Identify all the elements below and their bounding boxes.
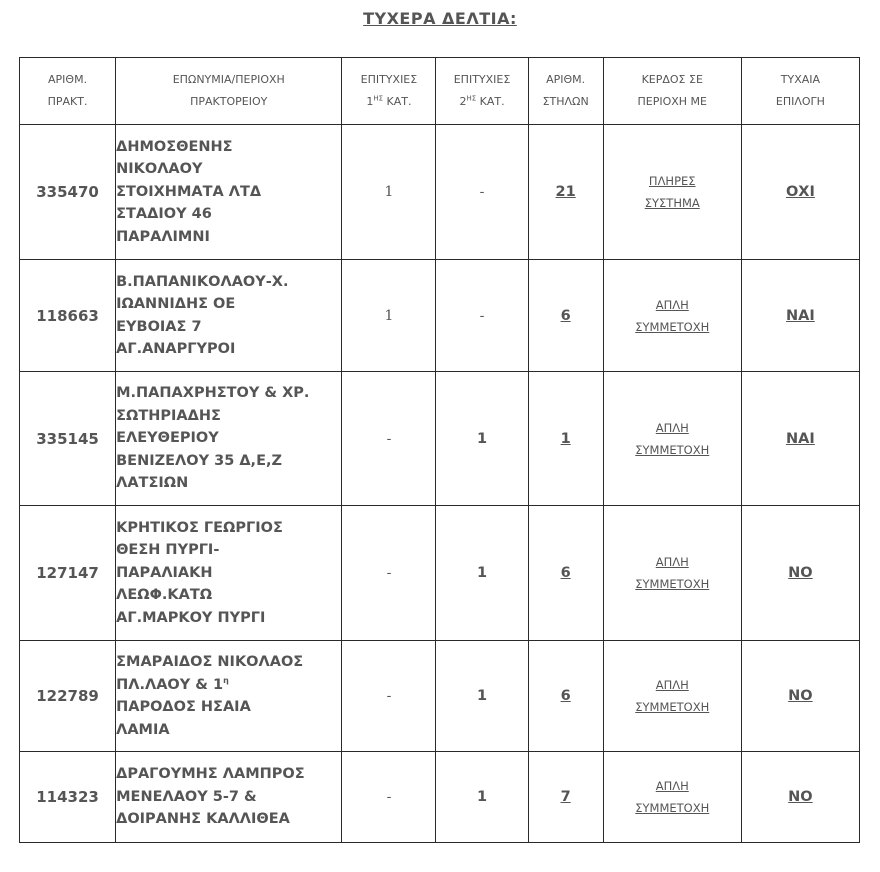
header-second-sup: ΗΣ xyxy=(466,94,477,103)
agent-name-line: ΕΛΕΥΘΕΡΙΟΥ xyxy=(116,430,219,447)
win-type-link[interactable] xyxy=(617,170,727,214)
header-random-line1: ΤΥΧΑΙΑ xyxy=(780,73,821,86)
columns-link[interactable]: 6 xyxy=(560,688,571,704)
agent-name-line: Μ.ΠΑΠΑΧΡΗΣΤΟΥ & ΧΡ. xyxy=(116,385,310,402)
agent-name-line: ΠΑΡΑΛΙΜΝΙ xyxy=(116,228,210,245)
agent-name-line: ΠΑΡΟΔΟΣ ΗΣΑΙΑ xyxy=(116,699,251,715)
win-type-cell xyxy=(603,641,741,752)
agent-id-cell: 118663 xyxy=(20,260,116,372)
second-category-cell: 1 xyxy=(436,641,528,752)
agent-name-line: ΣΤΟΙΧΗΜΑΤΑ ΛΤΔ xyxy=(116,183,262,200)
second-category-cell: 1 xyxy=(436,372,528,506)
columns-link[interactable]: 21 xyxy=(555,184,576,200)
columns-cell xyxy=(528,641,603,752)
random-pick-cell xyxy=(741,260,859,372)
columns-cell xyxy=(528,260,603,372)
random-pick-link[interactable]: ΝΟ xyxy=(788,789,813,805)
header-second-num: 2 xyxy=(459,95,467,108)
agent-name-cell xyxy=(116,260,342,372)
table-row xyxy=(20,125,860,260)
agent-name-line: ΛΕΩΦ.ΚΑΤΩ xyxy=(116,587,213,604)
random-pick-link[interactable]: ΝΟ xyxy=(788,688,813,704)
header-win-line1: ΚΕΡΔΟΣ ΣΕ xyxy=(641,73,703,86)
agent-name-cell xyxy=(116,372,342,506)
agent-id-cell: 335470 xyxy=(20,125,116,260)
header-random-line2: ΕΠΙΛΟΓΗ xyxy=(775,95,825,108)
header-win-area xyxy=(603,58,741,125)
header-second-line1: ΕΠΙΤΥΧΙΕΣ xyxy=(453,73,511,86)
winning-tickets-table xyxy=(19,57,860,843)
first-category-cell: - xyxy=(342,641,436,752)
agent-name-line: ΔΡΑΓΟΥΜΗΣ ΛΑΜΠΡΟΣ xyxy=(116,766,305,783)
random-pick-link[interactable]: ΝΑΙ xyxy=(786,307,815,324)
win-type-line2: ΣΥΜΜΕΤΟΧΗ xyxy=(635,700,710,714)
win-type-line1: ΑΠΛΗ xyxy=(655,678,689,692)
agent-id-cell: 335145 xyxy=(20,372,116,506)
win-type-cell xyxy=(603,260,741,372)
win-type-link[interactable] xyxy=(617,674,727,718)
agent-name-cell xyxy=(116,752,342,843)
header-second-suffix: ΚΑΤ. xyxy=(476,95,505,108)
header-name-line1: ΕΠΩΝΥΜΙΑ/ΠΕΡΙΟΧΗ xyxy=(172,73,285,86)
header-random-pick xyxy=(741,58,859,125)
table-row xyxy=(20,641,860,752)
agent-name-line: ΔΗΜΟΣΘΕΝΗΣ xyxy=(116,138,233,155)
header-columns xyxy=(528,58,603,125)
agent-name-cell xyxy=(116,125,342,260)
agent-name-line: ΘΕΣΗ ΠΥΡΓΙ- xyxy=(116,542,220,559)
win-type-link[interactable] xyxy=(617,551,727,595)
random-pick-cell xyxy=(741,372,859,506)
header-first-num: 1 xyxy=(366,95,374,108)
agent-name-cell xyxy=(116,641,342,752)
agent-name-line: ΣΩΤΗΡΙΑΔΗΣ xyxy=(116,407,221,424)
header-first-category xyxy=(342,58,436,125)
win-type-cell xyxy=(603,752,741,843)
random-pick-link[interactable]: ΝΟ xyxy=(788,565,813,581)
agent-name-line: ΒΕΝΙΖΕΛΟΥ 35 Δ,Ε,Ζ xyxy=(116,452,282,469)
agent-name-line: ΠΑΡΑΛΙΑΚΗ xyxy=(116,564,213,581)
second-category-cell: - xyxy=(436,125,528,260)
win-type-line1: ΑΠΛΗ xyxy=(655,297,689,312)
columns-link[interactable]: 6 xyxy=(560,307,571,324)
header-agent-id-line1: ΑΡΙΘΜ. xyxy=(48,73,88,86)
columns-cell xyxy=(528,752,603,843)
first-category-cell: 1 xyxy=(342,260,436,372)
agent-name-line: ΚΡΗΤΙΚΟΣ ΓΕΩΡΓΙΟΣ xyxy=(116,519,283,536)
header-agent-id xyxy=(20,58,116,125)
agent-name-line: ΝΙΚΟΛΑΟΥ xyxy=(116,161,203,178)
first-category-cell: - xyxy=(342,506,436,641)
header-first-sup: ΗΣ xyxy=(373,94,384,103)
columns-cell xyxy=(528,372,603,506)
agent-name-line: ΜΕΝΕΛΑΟΥ 5-7 & xyxy=(116,788,257,805)
agent-name-line: ΠΛ.ΛΑΟΥ & 1 xyxy=(116,676,224,693)
win-type-link[interactable] xyxy=(617,294,727,338)
agent-name-line: ΙΩΑΝΝΙΔΗΣ ΟΕ xyxy=(116,296,236,312)
first-category-cell: - xyxy=(342,752,436,843)
page-title: ΤΥΧΕΡΑ ΔΕΛΤΙΑ: xyxy=(363,9,517,28)
agent-id-cell: 122789 xyxy=(20,641,116,752)
win-type-line2: ΣΥΣΤΗΜΑ xyxy=(644,196,700,210)
win-type-line1: ΑΠΛΗ xyxy=(655,420,689,435)
table-row xyxy=(20,506,860,641)
win-type-cell xyxy=(603,372,741,506)
random-pick-cell xyxy=(741,641,859,752)
win-type-line1: ΠΛΗΡΕΣ xyxy=(648,174,696,188)
header-columns-line1: ΑΡΙΘΜ. xyxy=(546,73,586,86)
random-pick-link[interactable]: ΟΧΙ xyxy=(785,184,815,200)
win-type-link[interactable] xyxy=(617,417,727,461)
header-win-line2: ΠΕΡΙΟΧΗ ΜΕ xyxy=(637,95,707,108)
header-columns-line2: ΣΤΗΛΩΝ xyxy=(542,95,589,108)
agent-name-line: ΑΓ.ΜΑΡΚΟΥ ΠΥΡΓΙ xyxy=(116,609,266,626)
agent-name-line: ΔΟΙΡΑΝΗΣ ΚΑΛΛΙΘΕΑ xyxy=(116,811,290,828)
header-first-suffix: ΚΑΤ. xyxy=(383,95,412,108)
table-row xyxy=(20,260,860,372)
second-category-cell: 1 xyxy=(436,506,528,641)
win-type-cell xyxy=(603,506,741,641)
agent-name-line: Β.ΠΑΠΑΝΙΚΟΛΑΟΥ-Χ. xyxy=(116,273,289,290)
random-pick-cell xyxy=(741,125,859,260)
win-type-line2: ΣΥΜΜΕΤΟΧΗ xyxy=(635,577,710,591)
ordinal-sup: η xyxy=(223,675,229,685)
header-name-line2: ΠΡΑΚΤΟΡΕΙΟΥ xyxy=(190,95,268,108)
columns-link[interactable]: 6 xyxy=(560,565,571,581)
agent-name-line: ΑΓ.ΑΝΑΡΓΥΡΟΙ xyxy=(116,341,236,357)
random-pick-link[interactable]: ΝΑΙ xyxy=(786,430,815,447)
win-type-link[interactable] xyxy=(617,775,727,819)
win-type-line2: ΣΥΜΜΕΤΟΧΗ xyxy=(635,801,710,815)
win-type-cell xyxy=(603,125,741,260)
agent-name-line: ΣΜΑΡΑΙΔΟΣ ΝΙΚΟΛΑΟΣ xyxy=(116,654,304,670)
random-pick-cell xyxy=(741,506,859,641)
second-category-cell: 1 xyxy=(436,752,528,843)
header-second-category xyxy=(436,58,528,125)
agent-name-line: ΛΑΜΙΑ xyxy=(116,721,170,738)
first-category-cell: 1 xyxy=(342,125,436,260)
agent-id-cell: 127147 xyxy=(20,506,116,641)
second-category-cell: - xyxy=(436,260,528,372)
columns-link[interactable]: 7 xyxy=(560,789,571,805)
win-type-line2: ΣΥΜΜΕΤΟΧΗ xyxy=(635,319,710,334)
header-agent-name xyxy=(116,58,342,125)
first-category-cell: - xyxy=(342,372,436,506)
agent-name-line: ΕΥΒΟΙΑΣ 7 xyxy=(116,318,202,335)
agent-name-cell xyxy=(116,506,342,641)
agent-name-line: ΣΤΑΔΙΟΥ 46 xyxy=(116,206,212,223)
header-agent-id-line2: ΠΡΑΚΤ. xyxy=(47,95,88,108)
agent-name-line: ΛΑΤΣΙΩΝ xyxy=(116,475,189,492)
table-header-row xyxy=(20,58,860,125)
columns-cell xyxy=(528,125,603,260)
random-pick-cell xyxy=(741,752,859,843)
table-row xyxy=(20,372,860,506)
columns-link[interactable]: 1 xyxy=(560,430,571,447)
header-first-line1: ΕΠΙΤΥΧΙΕΣ xyxy=(360,73,418,86)
win-type-line2: ΣΥΜΜΕΤΟΧΗ xyxy=(635,442,710,457)
win-type-line1: ΑΠΛΗ xyxy=(655,779,689,793)
table-row xyxy=(20,752,860,843)
columns-cell xyxy=(528,506,603,641)
agent-id-cell: 114323 xyxy=(20,752,116,843)
win-type-line1: ΑΠΛΗ xyxy=(655,555,689,569)
